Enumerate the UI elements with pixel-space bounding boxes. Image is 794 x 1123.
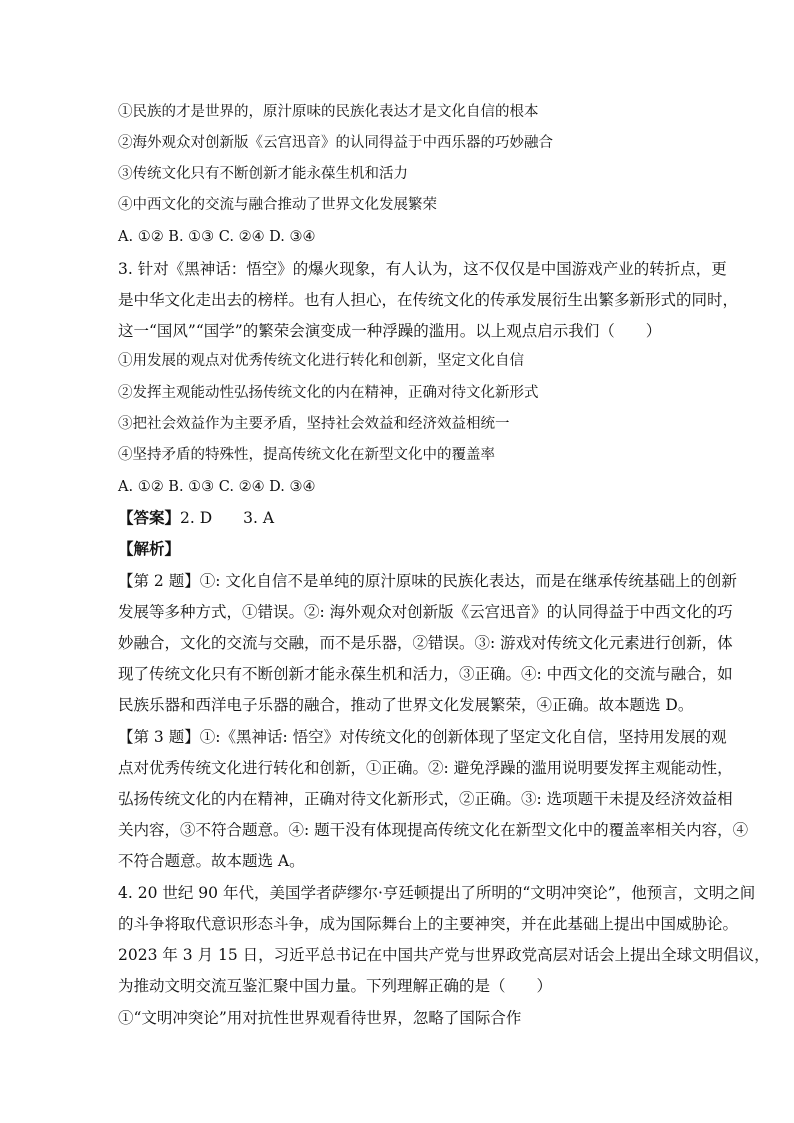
q3-choices: A. ①② B. ①③ C. ②④ D. ③④ [118,479,316,495]
analysis-q3-line-5: 不符合题意。故本题选 A。 [118,852,305,870]
analysis-q2-line-4: 现了传统文化只有不断创新才能永葆生机和活力，③正确。④: 中西文化的交流与融合，如 [118,665,733,683]
q3-option-3: ③把社会效益作为主要矛盾，坚持社会效益和经济效益相统一 [118,416,510,432]
analysis-q3-line-3: 弘扬传统文化的内在精神，正确对待文化新形式，②正确。③: 选项题干未提及经济效益相 [118,790,733,808]
q4-stem-line-3: 2023 年 3 月 15 日，习近平总书记在中国共产党与世界政党高层对话会上提出全球文明倡议， [118,946,770,964]
analysis-q3-line-4: 关内容，③不符合题意。④: 题干没有体现提高传统文化在新型文化中的覆盖率相关内容，④ [118,821,749,839]
q3-option-2: ②发挥主观能动性弘扬传统文化的内在精神，正确对待文化新形式 [118,385,539,401]
q3-stem-line-1: 3. 针对《黑神话：悟空》的爆火现象，有人认为，这不仅仅是中国游戏产业的转折点，更 [118,260,727,278]
analysis-label: 【解析】 [118,539,181,558]
answer-line [118,508,688,528]
answer-label: 【答案】 [118,508,181,527]
q3-stem-line-3: 这一“国风”“国学”的繁荣会演变成一种浮躁的滥用。以上观点启示我们（ ） [118,322,662,340]
q2-choices: A. ①② B. ①③ C. ②④ D. ③④ [118,229,316,245]
analysis-q2-line-5: 民族乐器和西洋电子乐器的融合，推动了世界文化发展繁荣，④正确。故本题选 D。 [118,696,694,714]
analysis-q2-line-2: 发展等多种方式，①错误。②: 海外观众对创新版《云宫迅音》的认同得益于中西文化的巧 [118,603,733,621]
q2-option-1: ①民族的才是世界的，原汁原味的民族化表达才是文化自信的根本 [118,104,539,120]
analysis-q3-line-2: 点对优秀传统文化进行转化和创新，①正确。②: 避免浮躁的滥用说明要发挥主观能动性， [118,759,733,777]
analysis-q2-line-1: 【第 2 题】①: 文化自信不是单纯的原汁原味的民族化表达，而是在继承传统基础上的创新 [118,572,737,590]
analysis-q3-line-1: 【第 3 题】①:《黑神话: 悟空》对传统文化的创新体现了坚定文化自信，坚持用发展的观 [118,728,727,746]
analysis-q2-line-3: 妙融合，文化的交流与交融，而不是乐器，②错误。③: 游戏对传统文化元素进行创新，体 [118,634,733,652]
q2-option-3: ③传统文化只有不断创新才能永葆生机和活力 [118,166,408,182]
q4-stem-line-4: 为推动文明交流互鉴汇聚中国力量。下列理解正确的是（ ） [118,977,553,995]
q3-option-1: ①用发展的观点对优秀传统文化进行转化和创新，坚定文化自信 [118,353,524,369]
q3-option-4: ④坚持矛盾的特殊性，提高传统文化在新型文化中的覆盖率 [118,447,495,463]
q4-stem-line-1: 4. 20 世纪 90 年代，美国学者萨缪尔·亨廷顿提出了所明的“文明冲突论”，他预言，文明之间 [118,884,756,902]
q2-option-2: ②海外观众对创新版《云宫迅音》的认同得益于中西乐器的巧妙融合 [118,135,553,151]
q2-option-4: ④中西文化的交流与融合推动了世界文化发展繁荣 [118,197,437,213]
q4-option-1: ①“文明冲突论”用对抗性世界观看待世界，忽略了国际合作 [118,1009,522,1027]
q3-stem-line-2: 是中华文化走出去的榜样。也有人担心，在传统文化的传承发展衍生出繁多新形式的同时， [118,291,739,309]
q4-stem-line-2: 的斗争将取代意识形态斗争，成为国际舞台上的主要神突，并在此基础上提出中国威胁论。 [118,915,739,933]
answer-value: 2. D 3. A [180,509,275,527]
